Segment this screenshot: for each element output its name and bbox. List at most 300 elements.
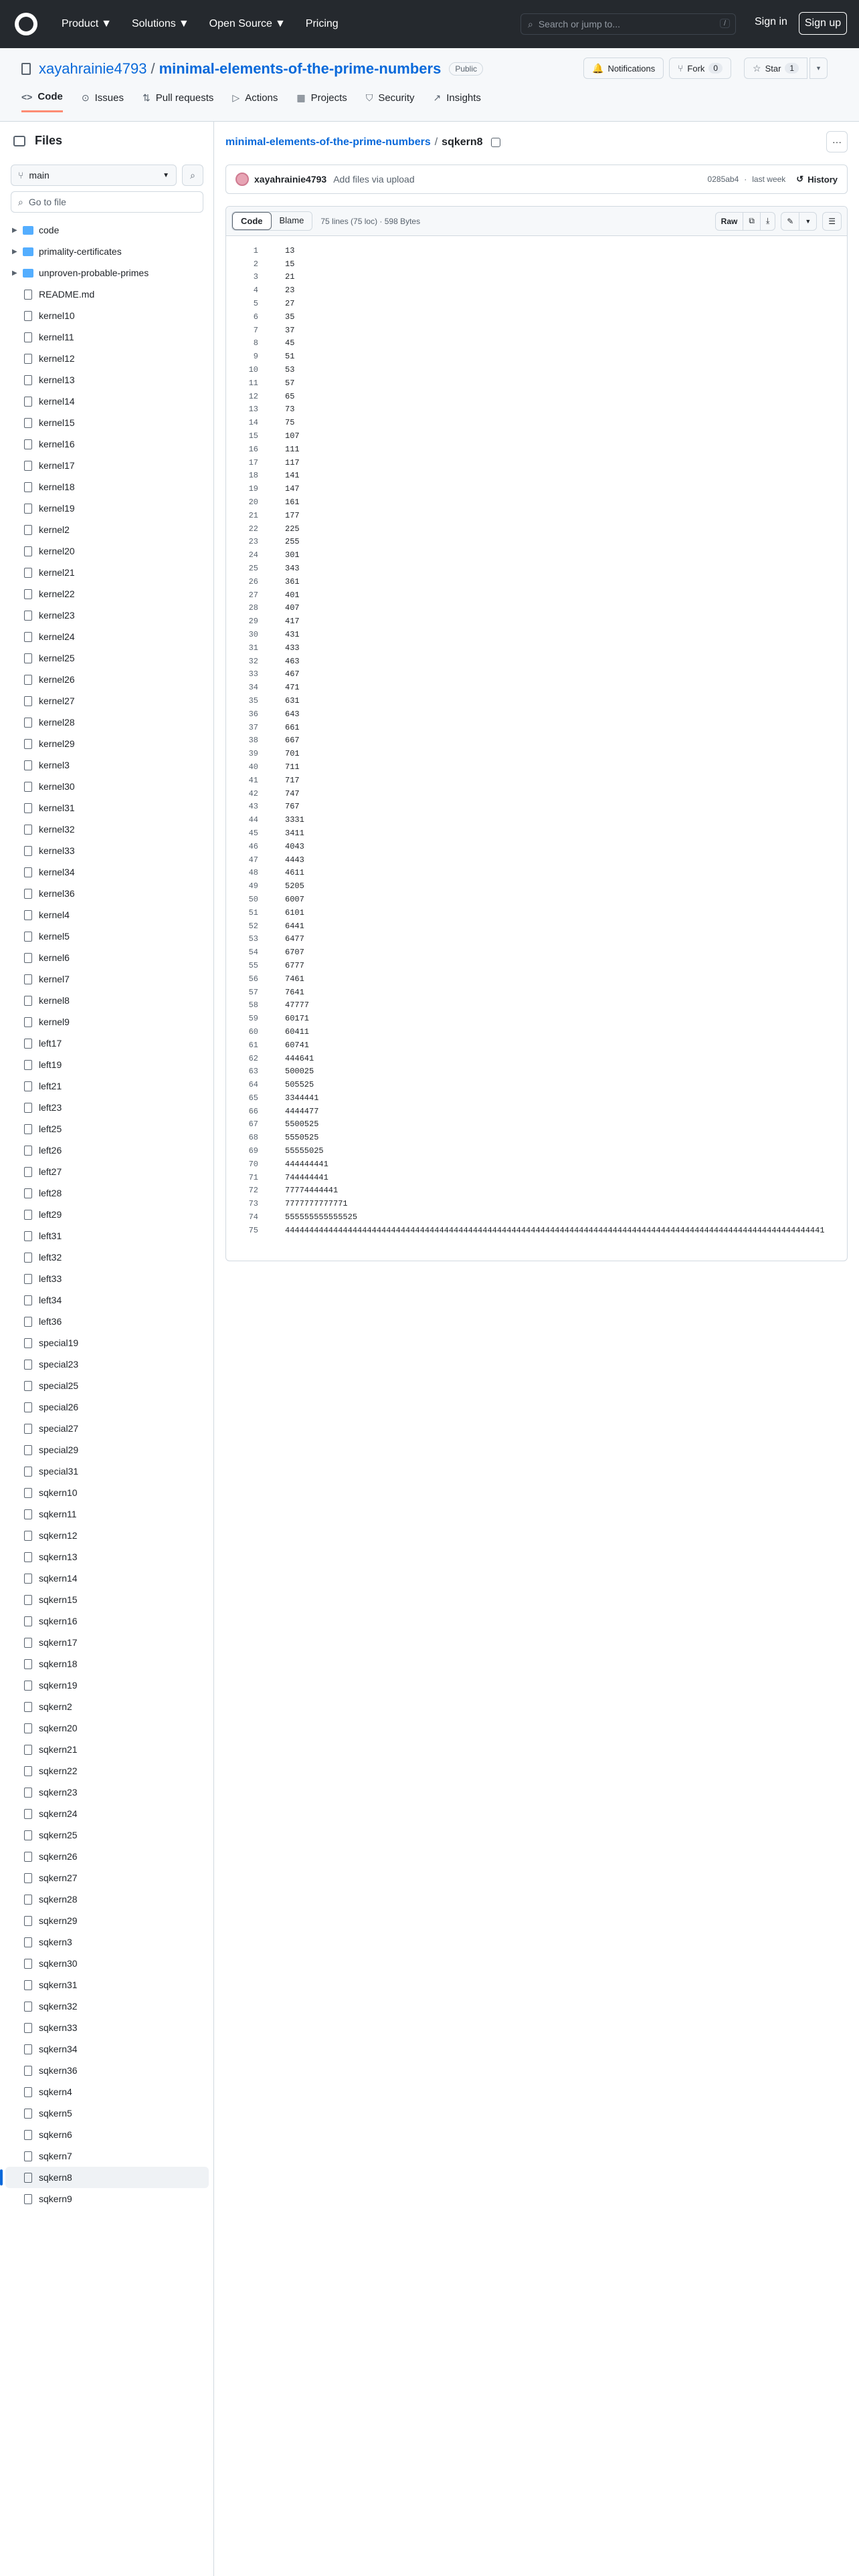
line-number[interactable]: 45 (248, 828, 258, 838)
tree-file[interactable]: kernel24 (0, 626, 214, 647)
tree-folder[interactable]: ▶ primality-certificates (12, 246, 122, 257)
line-number[interactable]: 15 (248, 431, 258, 441)
tree-file[interactable]: left17 (0, 1033, 214, 1054)
line-number[interactable]: 19 (248, 484, 258, 494)
tree-file[interactable]: sqkern20 (0, 1717, 214, 1739)
tab-security[interactable]: ⛉ Security (365, 92, 415, 104)
line-number[interactable]: 54 (248, 948, 258, 958)
table-icon: ▦ (296, 92, 306, 103)
code-line (226, 615, 847, 628)
tree-file[interactable]: sqkern29 (0, 1910, 214, 1931)
line-number[interactable]: 68 (248, 1133, 258, 1143)
line-number[interactable]: 33 (248, 669, 258, 679)
line-number[interactable]: 10 (248, 365, 258, 375)
fork-button[interactable]: ⑂ Fork 0 (669, 58, 731, 79)
line-number[interactable]: 49 (248, 881, 258, 891)
line-number[interactable]: 13 (248, 405, 258, 415)
line-content: 73 (285, 405, 295, 415)
tab-projects[interactable]: ▦ Projects (296, 92, 347, 104)
line-number[interactable]: 57 (248, 987, 258, 997)
repo-name-link[interactable]: minimal-elements-of-the-prime-numbers (159, 60, 442, 77)
tree-file[interactable]: kernel21 (0, 562, 214, 583)
tree-file[interactable]: sqkern34 (0, 2038, 214, 2060)
tree-file[interactable]: sqkern9 (0, 2188, 214, 2210)
chevron-right-icon: ▶ (12, 247, 17, 255)
tree-file[interactable]: left34 (0, 1289, 214, 1311)
line-number[interactable]: 71 (248, 1172, 258, 1182)
tree-file[interactable]: kernel26 (0, 669, 214, 690)
history-button[interactable]: ↺ History (796, 174, 838, 185)
line-number[interactable]: 41 (248, 775, 258, 785)
nav-product[interactable]: Product ▼ (62, 18, 112, 29)
line-content: 107 (285, 431, 300, 441)
tree-file[interactable]: sqkern24 (0, 1803, 214, 1824)
line-number[interactable]: 75 (248, 1225, 258, 1235)
code-view-tab[interactable]: Code (232, 212, 272, 230)
line-number[interactable]: 29 (248, 617, 258, 627)
tree-file[interactable]: kernel19 (0, 498, 214, 519)
line-number[interactable]: 9 (253, 352, 258, 362)
file-icon (24, 1402, 32, 1412)
line-number[interactable]: 74 (248, 1212, 258, 1222)
tree-file[interactable]: kernel2 (0, 519, 214, 540)
line-number[interactable]: 66 (248, 1106, 258, 1116)
line-number[interactable]: 72 (248, 1186, 258, 1196)
tree-file[interactable]: special26 (0, 1396, 214, 1418)
tree-file[interactable]: sqkern32 (0, 1996, 214, 2017)
line-number[interactable]: 24 (248, 550, 258, 560)
breadcrumb-file-name: sqkern8 (442, 136, 483, 148)
tree-file[interactable]: left36 (0, 1311, 214, 1332)
code-line (226, 310, 847, 324)
file-icon (24, 1381, 32, 1391)
tree-folder[interactable]: ▶ unproven-probable-primes (12, 267, 149, 278)
line-number[interactable]: 20 (248, 498, 258, 508)
file-icon (24, 825, 32, 835)
line-content: 643 (285, 709, 300, 719)
tree-file[interactable]: left19 (0, 1054, 214, 1075)
tree-file[interactable]: kernel15 (0, 412, 214, 433)
line-content: 21 (285, 272, 295, 282)
tree-file[interactable]: sqkern33 (0, 2017, 214, 2038)
line-number[interactable]: 23 (248, 537, 258, 547)
tree-file[interactable]: kernel14 (0, 391, 214, 412)
line-number[interactable]: 25 (248, 564, 258, 574)
file-icon (24, 675, 32, 685)
line-number[interactable]: 55 (248, 960, 258, 970)
tree-file[interactable]: sqkern10 (0, 1482, 214, 1503)
chevron-down-icon: ▼ (178, 18, 189, 29)
line-number[interactable]: 44 (248, 815, 258, 825)
tab-code[interactable]: <> Code (21, 91, 63, 112)
tree-file[interactable]: sqkern4 (0, 2081, 214, 2103)
tree-file[interactable]: sqkern2 (0, 1696, 214, 1717)
tree-folder[interactable]: ▶ code (12, 225, 60, 235)
file-icon (24, 1574, 32, 1584)
tree-file[interactable]: sqkern30 (0, 1953, 214, 1974)
line-number[interactable]: 27 (248, 590, 258, 600)
tree-file[interactable]: kernel29 (0, 733, 214, 754)
file-icon (24, 1723, 32, 1733)
code-line (226, 774, 847, 787)
line-number[interactable]: 63 (248, 1067, 258, 1077)
file-icon (24, 739, 32, 749)
tree-file[interactable]: sqkern22 (0, 1760, 214, 1782)
line-number[interactable]: 53 (248, 934, 258, 944)
avatar[interactable] (235, 173, 249, 186)
file-icon (24, 2173, 32, 2183)
file-icon (24, 311, 32, 321)
nav-solutions[interactable]: Solutions ▼ (131, 18, 189, 29)
commit-hash[interactable]: 0285ab4 (707, 175, 739, 184)
tree-file[interactable]: kernel22 (0, 583, 214, 605)
line-number[interactable]: 61 (248, 1040, 258, 1050)
line-content: 60741 (285, 1040, 310, 1050)
line-number[interactable]: 35 (248, 695, 258, 706)
copy-path-icon[interactable] (491, 138, 500, 147)
file-icon (24, 290, 32, 300)
tree-file[interactable]: kernel18 (0, 476, 214, 498)
line-content: 711 (285, 762, 300, 772)
code-line (226, 1197, 847, 1210)
tree-file[interactable]: sqkern5 (0, 2103, 214, 2124)
code-line (226, 840, 847, 853)
code-line (226, 721, 847, 734)
tree-file[interactable]: kernel16 (0, 433, 214, 455)
issue-icon: ⊙ (81, 92, 90, 103)
line-number[interactable]: 16 (248, 444, 258, 454)
line-number[interactable]: 38 (248, 736, 258, 746)
tree-file[interactable]: sqkern17 (0, 1632, 214, 1653)
line-content: 6101 (285, 907, 304, 918)
line-number[interactable]: 46 (248, 841, 258, 851)
tree-file[interactable]: sqkern25 (0, 1824, 214, 1846)
tree-file[interactable]: kernel25 (0, 647, 214, 669)
code-line (226, 893, 847, 906)
code-line (226, 800, 847, 813)
tree-file[interactable]: sqkern26 (0, 1846, 214, 1867)
file-tree-sidebar (0, 122, 214, 2576)
file-icon (24, 1124, 32, 1134)
file-icon (24, 1317, 32, 1327)
line-number[interactable]: 4 (253, 286, 258, 296)
line-number[interactable]: 43 (248, 802, 258, 812)
file-tree (0, 219, 214, 2210)
file-icon (24, 1552, 32, 1562)
commit-author-link[interactable]: xayahrainie4793 (254, 174, 327, 185)
line-number[interactable]: 18 (248, 471, 258, 481)
tree-file[interactable]: special25 (0, 1375, 214, 1396)
code-line (226, 827, 847, 840)
line-number[interactable]: 60 (248, 1027, 258, 1037)
repo-header (0, 48, 859, 122)
tree-file[interactable]: sqkern27 (0, 1867, 214, 1889)
tree-file[interactable]: README.md (0, 284, 214, 305)
code-line (226, 1065, 847, 1078)
tree-file-selected[interactable]: sqkern8 (5, 2167, 209, 2188)
line-number[interactable]: 42 (248, 788, 258, 798)
line-number[interactable]: 31 (248, 643, 258, 653)
tree-file[interactable]: sqkern31 (0, 1974, 214, 1996)
search-files-button[interactable] (182, 165, 203, 186)
file-icon (24, 2087, 32, 2097)
line-content: 471 (285, 683, 300, 693)
line-number[interactable]: 30 (248, 630, 258, 639)
repo-owner-link[interactable]: xayahrainie4793 (39, 60, 147, 77)
tree-file[interactable]: left27 (0, 1161, 214, 1182)
line-number[interactable]: 47 (248, 855, 258, 865)
code-line (226, 443, 847, 456)
tree-file[interactable]: kernel12 (0, 348, 214, 369)
file-icon (24, 718, 32, 728)
tree-file[interactable]: left25 (0, 1118, 214, 1140)
file-icon (24, 2002, 32, 2012)
tree-file[interactable]: sqkern15 (0, 1589, 214, 1610)
copy-icon[interactable]: ⧉ (743, 212, 760, 231)
tree-file[interactable]: kernel33 (0, 840, 214, 861)
tree-file[interactable]: kernel3 (0, 754, 214, 776)
code-line (226, 1118, 847, 1132)
code-line (226, 734, 847, 747)
line-content: 37 (285, 325, 295, 335)
chevron-down-icon: ▼ (101, 18, 112, 29)
file-icon (24, 354, 32, 364)
code-line (226, 866, 847, 879)
tree-file[interactable]: kernel17 (0, 455, 214, 476)
tab-pull-requests[interactable]: ⇅ Pull requests (142, 92, 214, 104)
tree-file[interactable]: sqkern12 (0, 1525, 214, 1546)
download-icon[interactable]: ⤓ (760, 212, 775, 231)
line-number[interactable]: 56 (248, 974, 258, 984)
search-icon: ⌕ (18, 196, 23, 207)
line-content: 401 (285, 590, 300, 600)
line-content: 23 (285, 286, 295, 296)
repo-tabs (21, 91, 481, 112)
sign-in-link[interactable]: Sign in (755, 16, 787, 27)
pencil-icon[interactable]: ✎ (787, 216, 794, 226)
tree-file[interactable]: left32 (0, 1247, 214, 1268)
line-content: 6007 (285, 894, 304, 904)
line-number[interactable]: 7 (253, 325, 258, 335)
star-button[interactable]: ☆ Star 1 (744, 58, 807, 79)
tab-insights[interactable]: ↗ Insights (433, 92, 481, 104)
tree-file[interactable]: kernel13 (0, 369, 214, 391)
line-number[interactable]: 1 (253, 245, 258, 255)
tree-file[interactable]: sqkern13 (0, 1546, 214, 1568)
tree-file[interactable]: special23 (0, 1354, 214, 1375)
tree-file[interactable]: sqkern36 (0, 2060, 214, 2081)
code-line (226, 1184, 847, 1198)
tree-file[interactable]: sqkern23 (0, 1782, 214, 1803)
sign-up-button[interactable]: Sign up (799, 12, 847, 35)
line-number[interactable]: 11 (248, 378, 258, 388)
tree-file[interactable]: kernel8 (0, 990, 214, 1011)
pull-request-icon: ⇅ (142, 92, 151, 103)
line-number[interactable]: 69 (248, 1146, 258, 1156)
tree-file[interactable]: left29 (0, 1204, 214, 1225)
file-icon (24, 546, 32, 556)
line-number[interactable]: 52 (248, 921, 258, 931)
line-number[interactable]: 34 (248, 683, 258, 693)
file-icon (24, 1916, 32, 1926)
tree-file[interactable]: kernel28 (0, 712, 214, 733)
code-line (226, 548, 847, 562)
tree-file[interactable]: kernel27 (0, 690, 214, 712)
tree-file[interactable]: kernel10 (0, 305, 214, 326)
fork-icon: ⑂ (678, 63, 684, 74)
line-number[interactable]: 32 (248, 656, 258, 666)
tree-file[interactable]: kernel32 (0, 819, 214, 840)
tree-file[interactable]: sqkern19 (0, 1675, 214, 1696)
graph-icon: ↗ (433, 92, 442, 103)
code-line (226, 972, 847, 986)
tree-file[interactable]: sqkern16 (0, 1610, 214, 1632)
nav-open-source[interactable]: Open Source ▼ (209, 18, 286, 29)
tree-file[interactable]: special27 (0, 1418, 214, 1439)
line-number[interactable]: 2 (253, 259, 258, 269)
tree-file[interactable]: left26 (0, 1140, 214, 1161)
file-icon (24, 1274, 32, 1284)
star-dropdown-button[interactable] (809, 58, 828, 79)
line-content: 117 (285, 457, 300, 467)
search-icon: ⌕ (190, 169, 195, 181)
line-number[interactable]: 48 (248, 868, 258, 878)
tree-file[interactable]: kernel4 (0, 904, 214, 926)
tree-file[interactable]: left21 (0, 1075, 214, 1097)
line-number[interactable]: 51 (248, 907, 258, 918)
tab-issues[interactable]: ⊙ Issues (81, 92, 124, 104)
branch-selector[interactable]: ⑂ main ▼ (11, 165, 177, 186)
chevron-down-icon[interactable]: ▼ (799, 212, 816, 231)
tree-file[interactable]: kernel30 (0, 776, 214, 797)
tree-file[interactable]: sqkern6 (0, 2124, 214, 2145)
tree-file[interactable]: sqkern7 (0, 2145, 214, 2167)
code-line (226, 853, 847, 867)
code-line (226, 271, 847, 284)
tree-file[interactable]: kernel23 (0, 605, 214, 626)
line-number[interactable]: 8 (253, 338, 258, 348)
notifications-button[interactable]: 🔔 Notifications (583, 58, 664, 79)
file-icon (24, 332, 32, 342)
tree-file[interactable]: left23 (0, 1097, 214, 1118)
line-number[interactable]: 62 (248, 1053, 258, 1063)
line-number[interactable]: 65 (248, 1093, 258, 1103)
code-line (226, 1078, 847, 1091)
line-content: 6441 (285, 921, 304, 931)
tree-file[interactable]: kernel5 (0, 926, 214, 947)
line-content: 3411 (285, 828, 304, 838)
tree-file[interactable]: left33 (0, 1268, 214, 1289)
blame-view-tab[interactable]: Blame (272, 212, 312, 230)
file-icon (24, 1210, 32, 1220)
symbols-panel-icon[interactable]: ☰ (828, 216, 836, 226)
tree-file[interactable]: kernel9 (0, 1011, 214, 1033)
line-content: 444444441 (285, 1159, 328, 1169)
global-nav (62, 18, 339, 30)
line-number[interactable]: 40 (248, 762, 258, 772)
line-number[interactable]: 50 (248, 894, 258, 904)
file-icon (24, 889, 32, 899)
line-number[interactable]: 17 (248, 457, 258, 467)
tree-file[interactable]: kernel7 (0, 968, 214, 990)
tree-file[interactable]: special19 (0, 1332, 214, 1354)
line-content: 4611 (285, 868, 304, 878)
tree-file[interactable]: kernel31 (0, 797, 214, 819)
tree-file[interactable]: sqkern11 (0, 1503, 214, 1525)
line-content: 7461 (285, 974, 304, 984)
line-content: 500025 (285, 1067, 314, 1077)
tree-file[interactable]: kernel6 (0, 947, 214, 968)
more-options-button[interactable] (826, 131, 848, 152)
sidebar-collapse-icon[interactable] (13, 136, 25, 146)
file-icon (24, 953, 32, 963)
line-number[interactable]: 58 (248, 1000, 258, 1010)
line-number[interactable]: 12 (248, 391, 258, 401)
line-number[interactable]: 28 (248, 603, 258, 613)
tree-file[interactable]: sqkern3 (0, 1931, 214, 1953)
tree-file[interactable]: left28 (0, 1182, 214, 1204)
tree-file[interactable]: sqkern21 (0, 1739, 214, 1760)
tree-file[interactable]: sqkern14 (0, 1568, 214, 1589)
line-number[interactable]: 67 (248, 1119, 258, 1130)
file-icon (24, 1060, 32, 1070)
file-icon (24, 1445, 32, 1455)
line-number[interactable]: 22 (248, 524, 258, 534)
tree-file[interactable]: kernel20 (0, 540, 214, 562)
code-viewer (225, 206, 848, 1261)
tree-file[interactable]: left31 (0, 1225, 214, 1247)
line-number[interactable]: 73 (248, 1199, 258, 1209)
line-number[interactable]: 39 (248, 749, 258, 759)
line-number[interactable]: 3 (253, 272, 258, 282)
line-number[interactable]: 6 (253, 312, 258, 322)
tree-file[interactable]: special31 (0, 1461, 214, 1482)
tree-file[interactable]: sqkern18 (0, 1653, 214, 1675)
go-to-file-input[interactable]: ⌕ Go to file (11, 191, 203, 213)
line-number[interactable]: 64 (248, 1080, 258, 1090)
line-content: 6777 (285, 960, 304, 970)
code-line (226, 668, 847, 681)
tree-file[interactable]: kernel34 (0, 861, 214, 883)
line-number[interactable]: 5 (253, 299, 258, 309)
code-line (226, 641, 847, 655)
code-line (226, 284, 847, 297)
line-number[interactable]: 14 (248, 418, 258, 428)
line-number[interactable]: 26 (248, 576, 258, 586)
commit-message[interactable]: Add files via upload (333, 174, 415, 185)
line-number[interactable]: 21 (248, 510, 258, 520)
tab-actions[interactable]: ▷ Actions (232, 92, 278, 104)
line-content: 51 (285, 352, 295, 362)
line-content: 661 (285, 722, 300, 732)
global-search-input[interactable]: ⌕ Search or jump to... / (520, 13, 736, 35)
line-number[interactable]: 70 (248, 1159, 258, 1169)
raw-button[interactable]: Raw (721, 216, 738, 226)
line-number[interactable]: 36 (248, 709, 258, 719)
tree-file[interactable]: special29 (0, 1439, 214, 1461)
tree-file[interactable]: kernel11 (0, 326, 214, 348)
file-icon (24, 1788, 32, 1798)
tree-file[interactable]: kernel36 (0, 883, 214, 904)
line-number[interactable]: 59 (248, 1014, 258, 1024)
github-logo-icon[interactable] (15, 13, 37, 35)
line-number[interactable]: 37 (248, 722, 258, 732)
nav-pricing[interactable]: Pricing (305, 18, 339, 29)
breadcrumb-repo-link[interactable]: minimal-elements-of-the-prime-numbers (225, 136, 431, 148)
tree-file[interactable]: sqkern28 (0, 1889, 214, 1910)
star-icon: ☆ (753, 62, 761, 74)
code-line (226, 760, 847, 774)
